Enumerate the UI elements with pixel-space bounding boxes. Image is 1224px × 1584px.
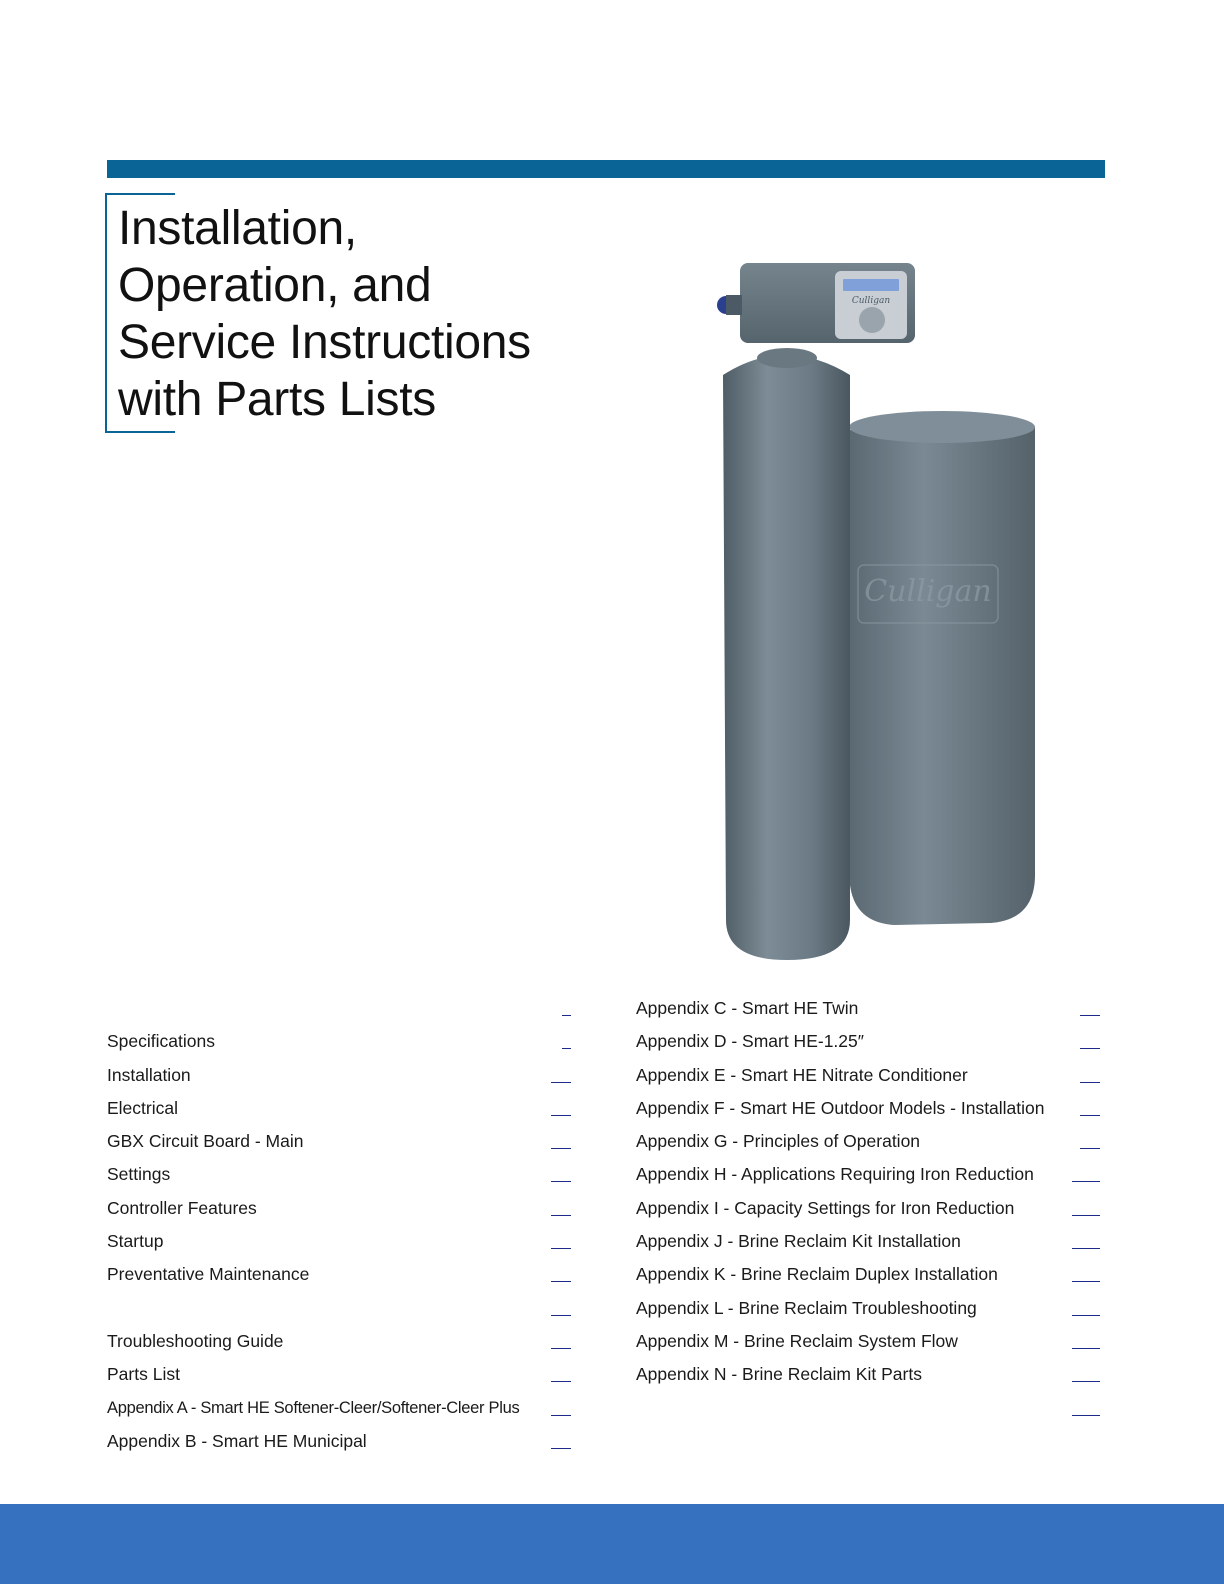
title-line: Installation, (118, 202, 357, 255)
toc-leader-line (551, 1248, 571, 1249)
toc-entry[interactable]: Appendix J - Brine Reclaim Kit Installation (636, 1229, 1100, 1262)
toc-entry[interactable]: GBX Circuit Board - Main (107, 1129, 571, 1162)
toc-leader-line (1072, 1248, 1100, 1249)
toc-leader-line (1080, 1048, 1100, 1049)
header-accent-bar (107, 160, 1105, 178)
toc-leader-line (1072, 1381, 1100, 1382)
toc-entry[interactable] (107, 996, 571, 1029)
toc-entry[interactable]: Appendix H - Applications Requiring Iron Reduction (636, 1162, 1100, 1195)
water-softener-product-image (690, 255, 1060, 970)
toc-entry[interactable]: Appendix C - Smart HE Twin (636, 996, 1100, 1029)
title-line: Service Instructions (118, 316, 531, 369)
toc-entry[interactable]: Installation (107, 1063, 571, 1096)
toc-leader-line (551, 1281, 571, 1282)
toc-leader-line (1080, 1082, 1100, 1083)
toc-leader-line (562, 1048, 571, 1049)
tank-logo-embossed: Culligan (864, 574, 992, 609)
toc-leader-line (1080, 1015, 1100, 1016)
toc-entry[interactable]: Appendix I - Capacity Settings for Iron Reduction (636, 1196, 1100, 1229)
toc-leader-line (551, 1315, 571, 1316)
footer-bar (0, 1504, 1224, 1584)
toc-leader-line (551, 1381, 571, 1382)
toc-entry[interactable]: Controller Features (107, 1196, 571, 1229)
toc-leader-line (551, 1148, 571, 1149)
toc-entry[interactable] (107, 1296, 571, 1329)
toc-entry[interactable]: Appendix L - Brine Reclaim Troubleshooting (636, 1296, 1100, 1329)
toc-entry[interactable]: Appendix E - Smart HE Nitrate Conditioner (636, 1063, 1100, 1096)
toc-entry[interactable]: Settings (107, 1162, 571, 1195)
toc-entry[interactable]: Appendix K - Brine Reclaim Duplex Installation (636, 1262, 1100, 1295)
toc-leader-line (1072, 1215, 1100, 1216)
toc-leader-line (551, 1115, 571, 1116)
title-line: with Parts Lists (118, 373, 436, 426)
toc-entry[interactable]: Appendix G - Principles of Operation (636, 1129, 1100, 1162)
toc-left-column (107, 996, 571, 1462)
toc-leader-line (551, 1215, 571, 1216)
toc-entry[interactable]: Appendix N - Brine Reclaim Kit Parts (636, 1362, 1100, 1395)
toc-entry[interactable]: Appendix D - Smart HE-1.25″ (636, 1029, 1100, 1062)
toc-entry[interactable]: Appendix A - Smart HE Softener-Cleer/Softener-Cleer Plus (107, 1396, 571, 1429)
toc-leader-line (1072, 1348, 1100, 1349)
document-title (118, 200, 531, 428)
toc-entry[interactable]: Troubleshooting Guide (107, 1329, 571, 1362)
toc-right-column (636, 996, 1100, 1429)
toc-leader-line (1080, 1115, 1100, 1116)
toc-entry[interactable]: Specifications (107, 1029, 571, 1062)
toc-leader-line (551, 1448, 571, 1449)
toc-leader-line (551, 1181, 571, 1182)
toc-entry[interactable]: Parts List (107, 1362, 571, 1395)
toc-entry[interactable]: Preventative Maintenance (107, 1262, 571, 1295)
toc-entry[interactable] (636, 1396, 1100, 1429)
toc-entry[interactable]: Startup (107, 1229, 571, 1262)
toc-leader-line (551, 1082, 571, 1083)
toc-entry[interactable]: Appendix M - Brine Reclaim System Flow (636, 1329, 1100, 1362)
control-logo: Culligan (851, 296, 891, 306)
toc-leader-line (562, 1015, 571, 1016)
toc-leader-line (1080, 1148, 1100, 1149)
toc-leader-line (1072, 1415, 1100, 1416)
toc-entry[interactable]: Electrical (107, 1096, 571, 1129)
toc-leader-line (551, 1415, 571, 1416)
toc-leader-line (1072, 1181, 1100, 1182)
toc-leader-line (551, 1348, 571, 1349)
title-line: Operation, and (118, 259, 432, 312)
toc-entry[interactable]: Appendix B - Smart HE Municipal (107, 1429, 571, 1462)
toc-entry[interactable]: Appendix F - Smart HE Outdoor Models - Installation (636, 1096, 1100, 1129)
toc-leader-line (1072, 1315, 1100, 1316)
toc-leader-line (1072, 1281, 1100, 1282)
